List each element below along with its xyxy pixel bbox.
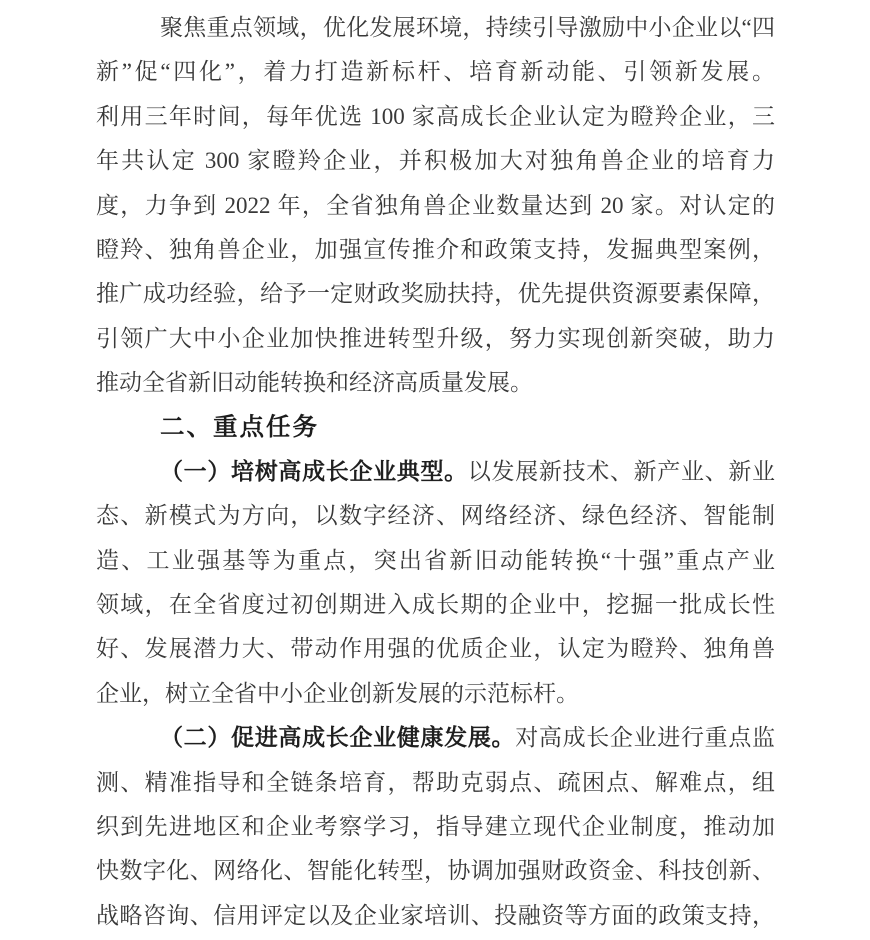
text-line: 度，力争到 2022 年，全省独角兽企业数量达到 20 家。对认定的 <box>96 192 775 218</box>
paragraph-2 <box>96 450 775 716</box>
text-line: 好、发展潜力大、带动作用强的优质企业，认定为瞪羚、独角兽 <box>96 636 775 662</box>
text-line: 战略咨询、信用评定以及企业家培训、投融资等方面的政策支持， <box>96 902 775 928</box>
text-line: 态、新模式为方向，以数字经济、网络经济、绿色经济、智能制 <box>96 503 775 529</box>
text-line <box>96 450 775 494</box>
paragraph-lead-rest: 对高成长企业进行重点监 <box>515 725 776 751</box>
text-line: 企业，树立全省中小企业创新发展的示范标杆。 <box>96 680 579 706</box>
text-line: 造、工业强基等为重点，突出省新旧动能转换“十强”重点产业 <box>96 547 775 573</box>
paragraph-lead: （一）培树高成长企业典型。 <box>160 458 468 484</box>
text-line: 快数字化、网络化、智能化转型，协调加强财政资金、科技创新、 <box>96 858 775 884</box>
paragraph-lead: （二）促进高成长企业健康发展。 <box>160 725 516 751</box>
text-line: 新”促“四化”，着力打造新标杆、培育新动能、引领新发展。 <box>96 59 775 85</box>
text-line: 利用三年时间，每年优选 100 家高成长企业认定为瞪羚企业，三 <box>96 103 775 129</box>
section-heading: 二、重点任务 <box>160 413 319 441</box>
text-line: 织到先进地区和企业考察学习，指导建立现代企业制度，推动加 <box>96 814 775 840</box>
text-line: 推动全省新旧动能转换和经济高质量发展。 <box>96 370 533 396</box>
text-line: 推广成功经验，给予一定财政奖励扶持，优先提供资源要素保障， <box>96 281 775 307</box>
text-line: 领域，在全省度过初创期进入成长期的企业中，挖掘一批成长性 <box>96 592 775 618</box>
text-line <box>96 716 775 760</box>
text-line: 聚焦重点领域，优化发展环境，持续引导激励中小企业以“四 <box>160 15 775 40</box>
paragraph-1 <box>96 6 775 406</box>
text-line: 瞪羚、独角兽企业，加强宣传推介和政策支持，发掘典型案例， <box>96 236 775 262</box>
paragraph-3 <box>96 716 775 938</box>
text-line: 年共认定 300 家瞪羚企业，并积极加大对独角兽企业的培育力 <box>96 148 775 174</box>
text-line: 测、精准指导和全链条培育，帮助克弱点、疏困点、解难点，组 <box>96 769 775 795</box>
paragraph-lead-rest: 以发展新技术、新产业、新业 <box>467 458 776 484</box>
text-line: 引领广大中小企业加快推进转型升级，努力实现创新突破，助力 <box>96 325 775 351</box>
